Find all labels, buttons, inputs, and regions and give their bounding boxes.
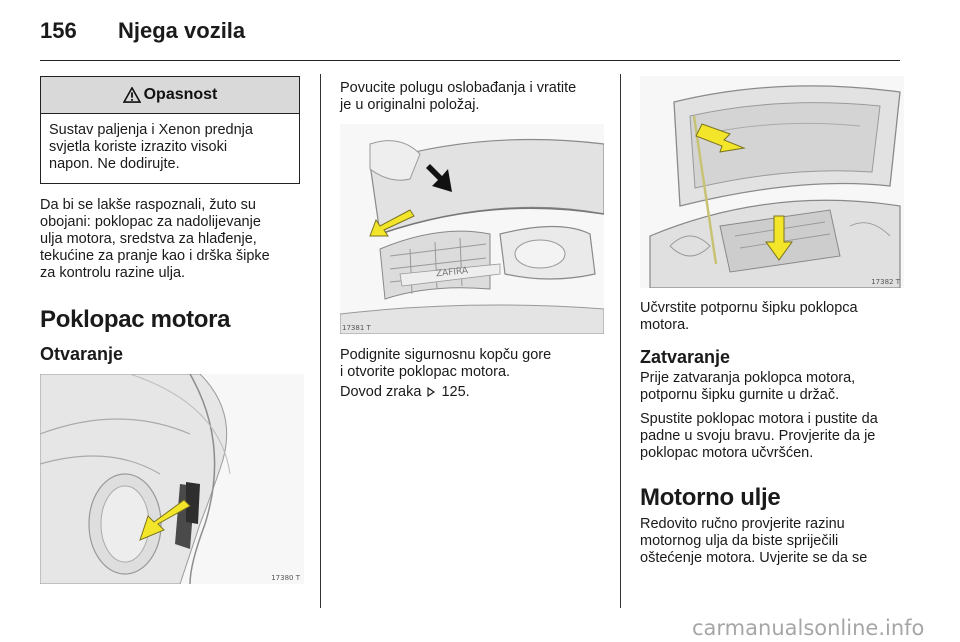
text-line: za kontrolu razine ulja.	[40, 265, 186, 281]
page-reference-arrow-icon	[427, 387, 435, 397]
text-line: je u originalni položaj.	[340, 97, 480, 113]
image-code: 17380 T	[271, 574, 300, 582]
image-code: 17381 T	[342, 324, 371, 332]
subheading-opening: Otvaranje	[40, 344, 124, 364]
intro-paragraph	[40, 197, 270, 282]
text-line: oštećenje motora. Uvjerite se da se	[640, 550, 868, 566]
text-line: motornog ulja da biste spriječili	[640, 533, 839, 549]
text-line: Učvrstite potpornu šipku poklopca	[640, 300, 858, 316]
section-heading-engine-oil: Motorno ulje	[640, 484, 781, 511]
text-line: Spustite poklopac motora i pustite da	[640, 411, 878, 427]
release-lever-instruction	[340, 80, 576, 114]
image-code: 17382 T	[871, 278, 900, 286]
air-intake-reference	[340, 384, 470, 401]
danger-warning-box	[40, 76, 300, 184]
hood-release-lever-illustration	[40, 374, 304, 584]
page-header	[40, 14, 900, 61]
engine-oil-paragraph	[640, 516, 867, 567]
lift-catch-instruction	[340, 347, 551, 381]
text-line: poklopac motora učvršćen.	[640, 445, 814, 461]
text-line: obojani: poklopac za nadolijevanje	[40, 214, 261, 230]
text-line: motora.	[640, 317, 690, 333]
reference-page[interactable]: 125.	[441, 384, 470, 400]
text-line: ulja motora, sredstva za hlađenje,	[40, 231, 257, 247]
text-line: Prije zatvaranja poklopca motora,	[640, 370, 856, 386]
safety-catch-illustration	[340, 124, 604, 334]
text-line: Povucite polugu oslobađanja i vratite	[340, 80, 577, 96]
hood-support-rod-illustration	[640, 76, 904, 288]
column-divider	[320, 74, 321, 608]
section-heading-hood: Poklopac motora	[40, 306, 231, 333]
column-divider	[620, 74, 621, 608]
text-line: Redovito ručno provjerite razinu	[640, 516, 845, 532]
text-line: Da bi se lakše raspoznali, žuto su	[40, 197, 256, 213]
page-title: Njega vozila	[118, 18, 246, 43]
closing-paragraph-2	[640, 411, 878, 462]
warning-triangle-icon	[123, 87, 141, 103]
text-line: tekućine za pranje kao i drška šipke	[40, 248, 270, 264]
car-badge-text: ZAFIRA	[435, 266, 469, 280]
page-number: 156	[40, 18, 77, 43]
text-line: padne u svoju bravu. Provjerite da je	[640, 428, 876, 444]
watermark: carmanualsonline.info	[692, 616, 925, 640]
warning-line: svjetla koriste izrazito visoki	[49, 139, 228, 155]
support-rod-caption	[640, 300, 858, 334]
warning-line: napon. Ne dodirujte.	[49, 156, 180, 172]
warning-line: Sustav paljenja i Xenon prednja	[49, 122, 253, 138]
subheading-closing: Zatvaranje	[640, 347, 731, 367]
text-line: potpornu šipku gurnite u držač.	[640, 387, 840, 403]
text-line: Podignite sigurnosnu kopču gore	[340, 347, 552, 363]
warning-text	[41, 114, 299, 173]
reference-label: Dovod zraka	[340, 384, 422, 400]
closing-paragraph-1	[640, 370, 855, 404]
text-line: i otvorite poklopac motora.	[340, 364, 511, 380]
warning-title: Opasnost	[143, 86, 218, 103]
warning-header	[41, 77, 299, 114]
